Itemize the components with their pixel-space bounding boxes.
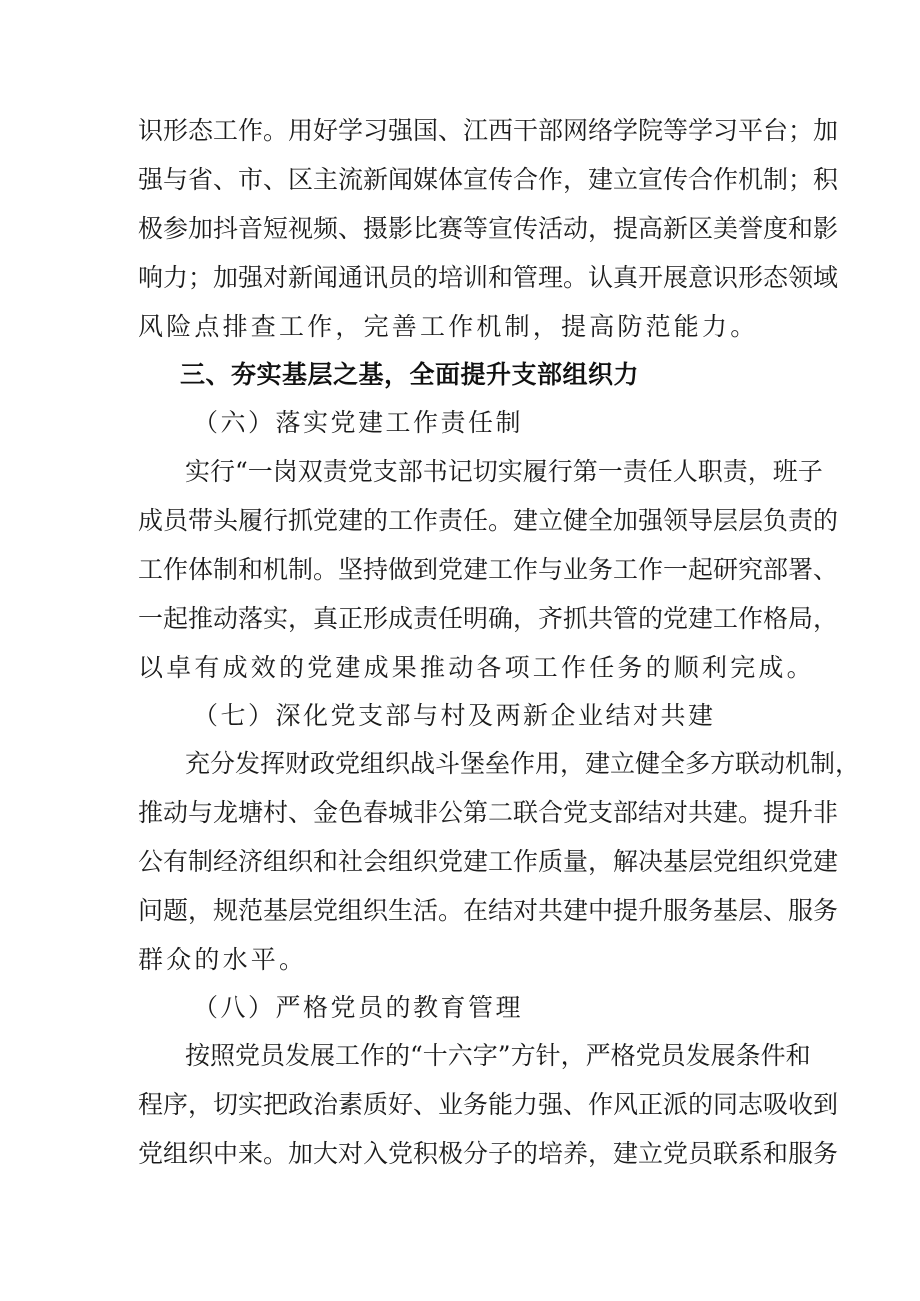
paragraph-line: 一起推动落实，真正形成责任明确，齐抓共管的党建工作格局， <box>138 604 839 633</box>
paragraph-line: 实行“一岗双责党支部书记切实履行第一责任人职责，班子 <box>185 457 823 486</box>
subsection-heading: （六）落实党建工作责任制 <box>193 408 524 437</box>
paragraph-line: 成员带头履行抓党建的工作责任。建立健全加强领导层层负责的 <box>138 506 839 535</box>
paragraph-line: 以卓有成效的党建成果推动各项工作任务的顺利完成。 <box>138 653 815 682</box>
subsection-heading: （八）严格党员的教育管理 <box>193 993 524 1022</box>
paragraph-line: 极参加抖音短视频、摄影比赛等宣传活动，提高新区美誉度和影 <box>138 214 839 243</box>
paragraph-line: 推动与龙塘村、金色春城非公第二联合党支部结对共建。提升非 <box>138 798 839 827</box>
paragraph-line: 按照党员发展工作的“十六字”方针，严格党员发展条件和 <box>185 1041 811 1070</box>
paragraph-line: 党组织中来。加大对入党积极分子的培养，建立党员联系和服务 <box>138 1139 839 1168</box>
paragraph-line: 群众的水平。 <box>138 945 308 974</box>
paragraph-line: 工作体制和机制。坚持做到党建工作与业务工作一起研究部署、 <box>138 555 839 584</box>
paragraph-line: 程序，切实把政治素质好、业务能力强、作风正派的同志吸收到 <box>138 1090 839 1119</box>
paragraph-line: 强与省、市、区主流新闻媒体宣传合作，建立宣传合作机制；积 <box>138 165 839 194</box>
section-heading: 三、夯实基层之基，全面提升支部组织力 <box>180 360 640 389</box>
paragraph-line: 响力；加强对新闻通讯员的培训和管理。认真开展意识形态领域 <box>138 263 839 292</box>
paragraph-line: 公有制经济组织和社会组织党建工作质量，解决基层党组织党建 <box>138 847 839 876</box>
paragraph-line: 风险点排查工作，完善工作机制，提高防范能力。 <box>138 312 759 341</box>
subsection-heading: （七）深化党支部与村及两新企业结对共建 <box>193 701 716 730</box>
paragraph-line: 充分发挥财政党组织战斗堡垒作用，建立健全多方联动机制， <box>185 749 861 778</box>
paragraph-line: 问题，规范基层党组织生活。在结对共建中提升服务基层、服务 <box>138 896 839 925</box>
paragraph-line: 识形态工作。用好学习强国、江西干部网络学院等学习平台；加 <box>138 116 839 145</box>
